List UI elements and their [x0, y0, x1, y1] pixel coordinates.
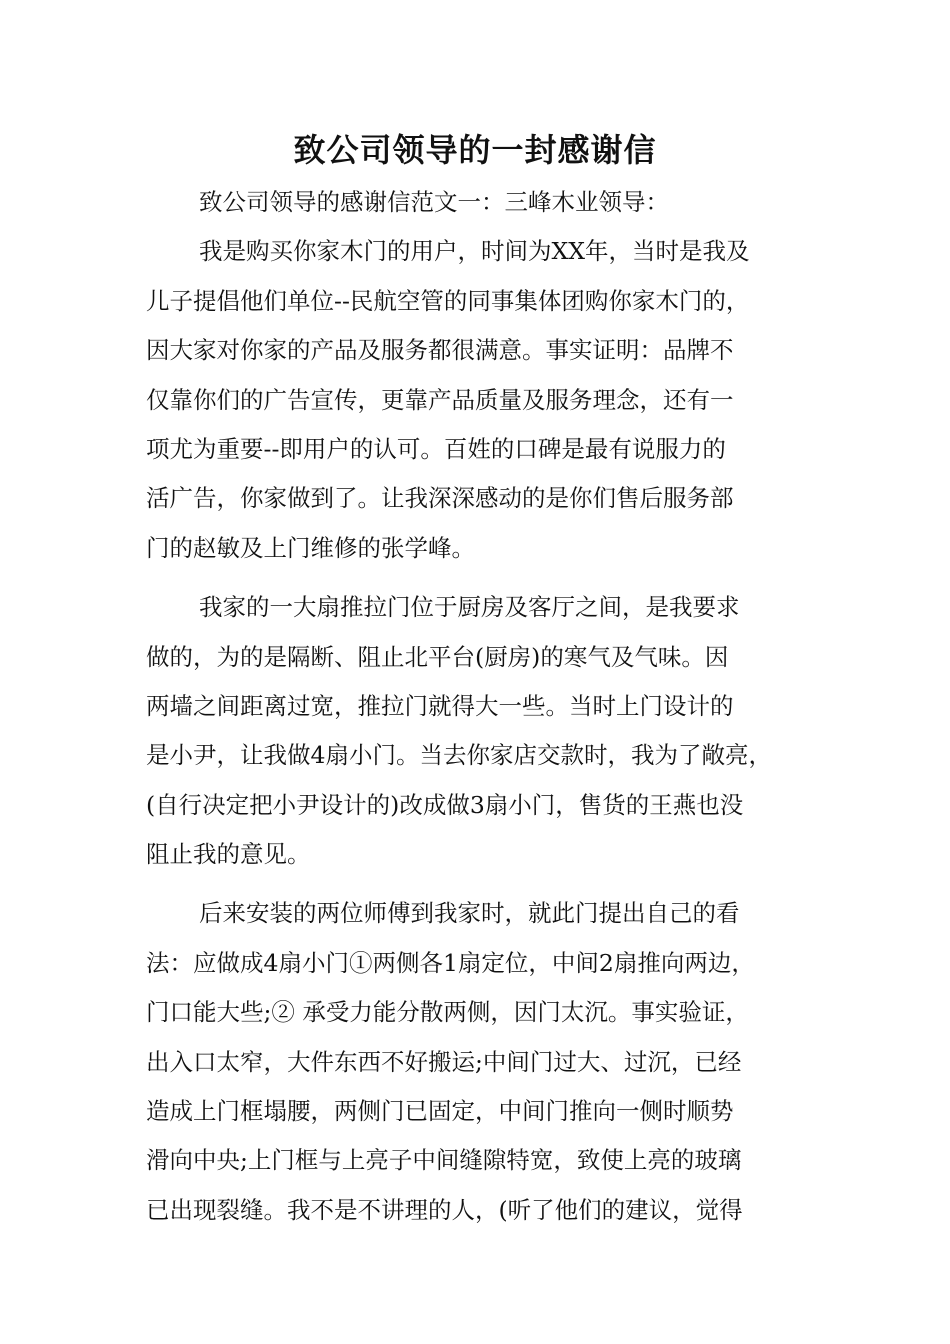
paragraph-3-line-3: 门口能大些;② 承受力能分散两侧，因门太沉。事实验证，: [146, 998, 749, 1027]
salutation-line: 致公司领导的感谢信范文一：三峰木业领导：: [199, 188, 669, 216]
paragraph-1-line-3: 因大家对你家的产品及服务都很满意。事实证明：品牌不: [146, 336, 734, 365]
paragraph-2-line-5: (自行决定把小尹设计的)改成做3扇小门，售货的王燕也没: [146, 790, 744, 819]
paragraph-2-line-4: 是小尹，让我做4扇小门。当去你家店交款时，我为了敞亮，: [146, 741, 772, 770]
paragraph-1-line-4: 仅靠你们的广告宣传，更靠产品质量及服务理念，还有一: [146, 385, 734, 414]
paragraph-1-line-2: 儿子提倡他们单位--民航空管的同事集体团购你家木门的，: [146, 286, 750, 315]
paragraph-2-line-2: 做的，为的是隔断、阻止北平台(厨房)的寒气及气味。因: [146, 642, 729, 671]
paragraph-1-line-5: 项尤为重要--即用户的认可。百姓的口碑是最有说服力的: [146, 434, 726, 463]
paragraph-2-line-6: 阻止我的意见。: [146, 840, 311, 869]
paragraph-2-line-1: 我家的一大扇推拉门位于厨房及客厅之间，是我要求: [199, 593, 740, 622]
paragraph-1-line-6: 活广告，你家做到了。让我深深感动的是你们售后服务部: [146, 484, 734, 513]
paragraph-1-line-7: 门的赵敏及上门维修的张学峰。: [146, 533, 475, 562]
document-title: 致公司领导的一封感谢信: [293, 131, 657, 169]
paragraph-3-line-5: 造成上门框塌腰，两侧门已固定，中间门推向一侧时顺势: [146, 1097, 734, 1126]
paragraph-spacer: [146, 879, 811, 889]
paragraph-3-line-6: 滑向中央;上门框与上亮子中间缝隙特宽，致使上亮的玻璃: [146, 1146, 742, 1175]
paragraph-1-line-1: 我是购买你家木门的用户，时间为XX年，当时是我及: [199, 237, 750, 266]
paragraph-spacer: [146, 573, 811, 583]
letter-body: [146, 178, 811, 1235]
paragraph-3-line-2: 法：应做成4扇小门①两侧各1扇定位，中间2扇推向两边，: [146, 948, 755, 977]
paragraph-3-line-1: 后来安装的两位师傅到我家时，就此门提出自己的看: [199, 899, 740, 928]
paragraph-3-line-7: 已出现裂缝。我不是不讲理的人，(听了他们的建议，觉得: [146, 1195, 743, 1224]
paragraph-2-line-3: 两墙之间距离过宽，推拉门就得大一些。当时上门设计的: [146, 691, 734, 720]
paragraph-3-line-4: 出入口太窄，大件东西不好搬运;中间门过大、过沉，已经: [146, 1047, 742, 1076]
